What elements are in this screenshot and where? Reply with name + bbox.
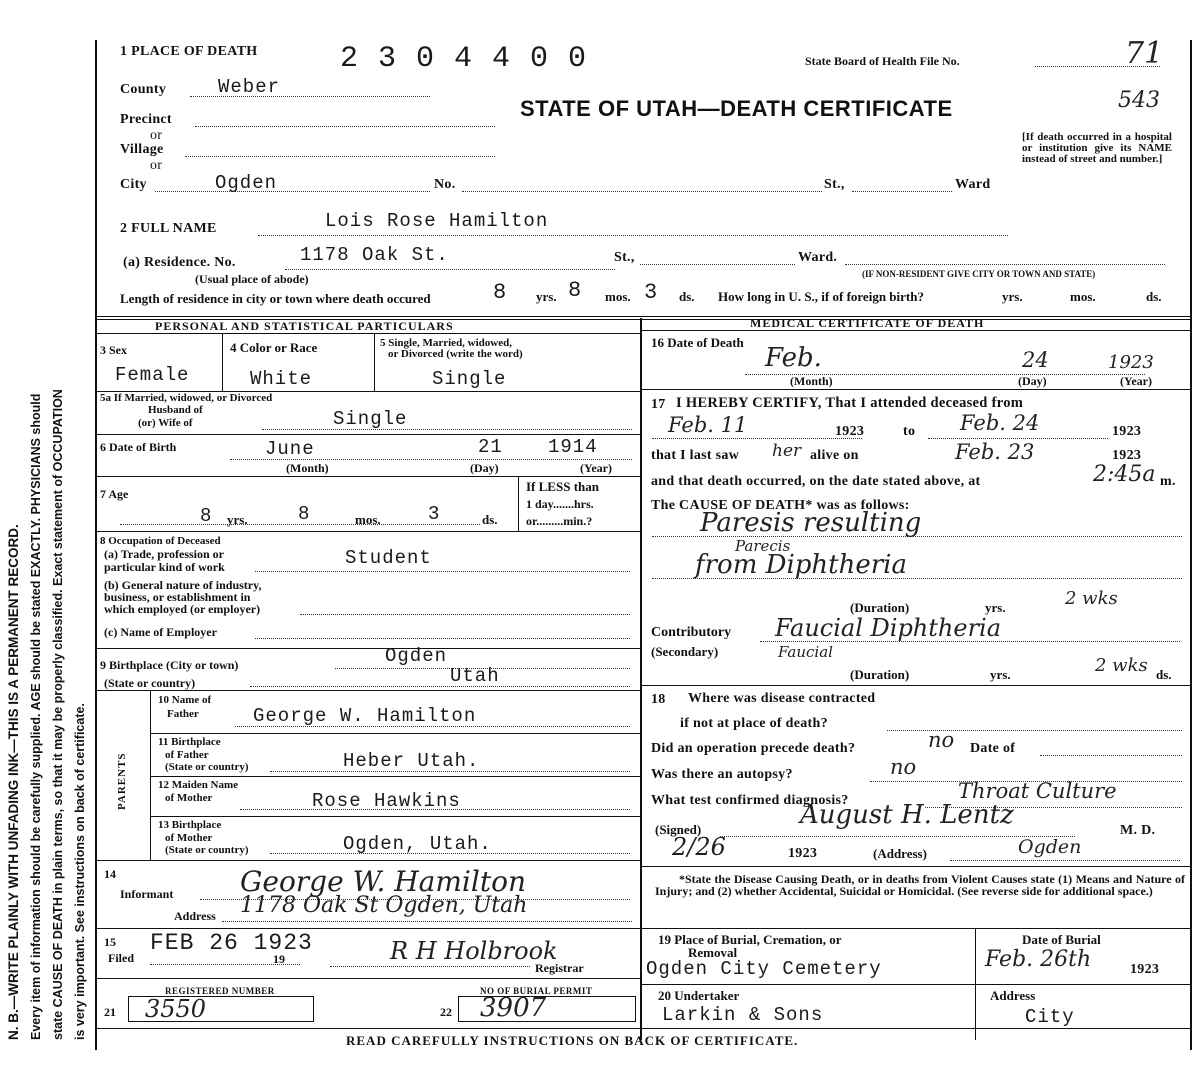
pronoun: her [772, 441, 802, 461]
city-value: Ogden [215, 172, 278, 194]
right-border [1190, 40, 1192, 1050]
attended-from: Feb. 11 [668, 413, 748, 437]
alive-date: Feb. 23 [955, 440, 1035, 464]
residence-value: 1178 Oak St. [300, 244, 449, 266]
mother-birthplace: Ogden, Utah. [343, 833, 492, 855]
precinct-label: Precinct [120, 112, 172, 127]
attended-to: Feb. 24 [960, 411, 1040, 435]
duration-contributory: 2 wks [1095, 655, 1148, 676]
file-label: State Board of Health File No. [805, 54, 960, 68]
dob-month: June [265, 438, 315, 460]
undertaker-address: City [1025, 1006, 1075, 1028]
dob-year: 1914 [548, 436, 598, 458]
burial-place: Ogden City Cemetery [646, 958, 882, 980]
father-birthplace: Heber Utah. [343, 750, 480, 772]
undertaker: Larkin & Sons [662, 1004, 824, 1026]
signed-date: 2/26 [672, 833, 726, 861]
test-answer: Throat Culture [958, 779, 1117, 803]
informant-address: 1178 Oak St Ogden, Utah [240, 893, 528, 918]
side-note-2: Every item of information should be carefully supplied. AGE should be stated EXACTLY. PHYSICIANS should [29, 393, 43, 1040]
sex-value: Female [115, 364, 190, 386]
spouse-value: Single [333, 408, 408, 430]
registrar-signature: R H Holbrook [390, 937, 558, 965]
death-month: Feb. [765, 343, 822, 373]
medical-header: MEDICAL CERTIFICATE OF DEATH [750, 316, 985, 330]
place-of-death-label: 1 PLACE OF DEATH [120, 44, 258, 59]
personal-header: PERSONAL AND STATISTICAL PARTICULARS [155, 319, 454, 333]
certificate-title: STATE OF UTAH—DEATH CERTIFICATE [520, 96, 953, 121]
birthplace-city: Ogden [385, 645, 448, 667]
burial-date: Feb. 26th [985, 947, 1092, 972]
left-border [95, 40, 97, 1050]
cause-primary: Paresis resulting [700, 508, 922, 538]
stamp-number: 2 3 0 4 4 0 0 [340, 42, 588, 76]
operation-answer: no [928, 728, 955, 752]
village-label: Village [120, 142, 164, 157]
hospital-note: [If death occurred in a hospital or institution give its NAME instead of street and number.] [1022, 131, 1172, 165]
dob-day: 21 [478, 436, 503, 458]
informant-signature: George W. Hamilton [240, 865, 526, 898]
death-day: 24 [1022, 348, 1049, 372]
parents-label: PARENTS [116, 752, 128, 810]
burial-permit: 3907 [480, 993, 547, 1023]
duration-primary: 2 wks [1065, 588, 1118, 609]
age-months: 8 [298, 503, 311, 525]
autopsy-answer: no [890, 755, 917, 779]
birthplace-state: Utah [450, 665, 500, 687]
cause-note: Parecis [735, 537, 791, 555]
filed-stamp: FEB 26 1923 [150, 930, 313, 956]
county-label: County [120, 82, 167, 97]
physician-address: Ogden [1018, 836, 1082, 858]
full-name-value: Lois Rose Hamilton [325, 210, 549, 232]
cause-secondary: from Diphtheria [695, 550, 907, 580]
file-no: 71 [1125, 36, 1164, 71]
side-note-1: N. B.—WRITE PLAINLY WITH UNFADING INK—THIS IS A PERMANENT RECORD. [6, 524, 21, 1040]
death-year: 1923 [1108, 352, 1154, 373]
age-days: 3 [428, 503, 441, 525]
length-label: Length of residence in city or town where death occured [120, 291, 431, 306]
contributory-note: Faucial [778, 643, 833, 661]
occupation-value: Student [345, 547, 432, 569]
city-label: City [120, 177, 147, 192]
county-value: Weber [218, 76, 281, 98]
physician-signature: August H. Lentz [800, 800, 1014, 830]
full-name-label: 2 FULL NAME [120, 221, 217, 236]
father-name: George W. Hamilton [253, 705, 477, 727]
contributory-cause: Faucial Diphtheria [775, 614, 1002, 642]
corner-no: 543 [1118, 88, 1160, 113]
marital-value: Single [432, 368, 507, 390]
mother-name: Rose Hawkins [312, 790, 461, 812]
registered-number: 3550 [145, 995, 207, 1023]
side-note-3: state CAUSE OF DEATH in plain terms, so that it may be properly classified. Exact statement of OCCUPATION [51, 389, 65, 1040]
cause-footnote: *State the Disease Causing Death, or in deaths from Violent Causes state (1) Means and Nature of Injury; and (2) whether Accidental, Suicidal or Homicidal. (See reverse side for additional space.) [655, 872, 1185, 898]
color-value: White [250, 368, 313, 390]
residence-label: (a) Residence. No. [123, 255, 236, 270]
age-years: 8 [200, 505, 213, 527]
side-note-4: is very important. See instructions on back of certificate. [73, 703, 87, 1040]
death-time: 2:45a [1093, 462, 1156, 487]
footer-note: READ CAREFULLY INSTRUCTIONS ON BACK OF CERTIFICATE. [346, 1033, 799, 1048]
